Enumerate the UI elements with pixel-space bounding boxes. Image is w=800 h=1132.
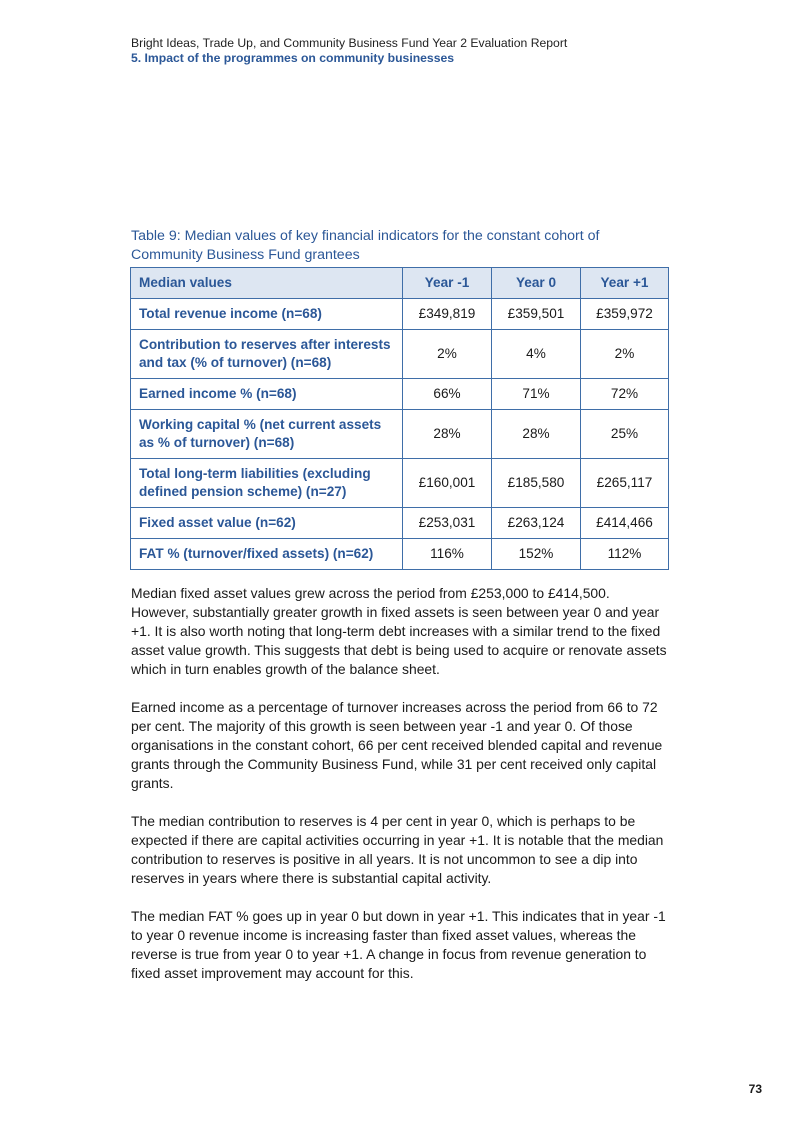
table-row — [131, 299, 669, 330]
row-label: Total revenue income (n=68) — [131, 299, 403, 330]
financial-indicators-table — [130, 267, 669, 570]
table-cell: £265,117 — [581, 459, 669, 508]
row-label: Earned income % (n=68) — [131, 379, 403, 410]
paragraph: Earned income as a percentage of turnover increases across the period from 66 to 72 per cent. The majority of this growth is seen between year -1 and year 0. Of those organisations in the constant cohort, 66 per cent received blended capital and revenue grants through the Community Business Fund, while 31 per cent received only capital grants. — [131, 699, 663, 791]
paragraph: The median FAT % goes up in year 0 but down in year +1. This indicates that in year -1 to year 0 revenue income is increasing faster than fixed asset values, whereas the reverse is true from year 0 to year +1. A change in focus from revenue generation to fixed asset improvement may account for this. — [131, 908, 666, 981]
table-cell: £359,501 — [492, 299, 581, 330]
table-header-row — [131, 268, 669, 299]
table-cell: 2% — [581, 330, 669, 379]
table-caption: Table 9: Median values of key financial indicators for the constant cohort of Community Business Fund grantees — [131, 228, 600, 263]
table-row — [131, 508, 669, 539]
running-header — [131, 35, 751, 66]
table-cell: £349,819 — [403, 299, 492, 330]
table-cell: 28% — [492, 410, 581, 459]
row-label: Working capital % (net current assets as % of turnover) (n=68) — [131, 410, 403, 459]
paragraph: Median fixed asset values grew across the period from £253,000 to £414,500. However, substantially greater growth in fixed assets is seen between year 0 and year +1. It is also worth noting that long-term debt increases with a similar trend to the fixed asset value growth. This suggests that debt is being used to acquire or renovate assets which in turn enables growth of the balance sheet. — [131, 585, 667, 677]
table-cell: £263,124 — [492, 508, 581, 539]
table-row — [131, 379, 669, 410]
body-text — [131, 584, 671, 1002]
paragraph: The median contribution to reserves is 4 per cent in year 0, which is perhaps to be expected if there are capital activities occurring in year +1. It is notable that the median contribution to reserves is positive in all years. It is not uncommon to see a dip into reserves in years where there is substantial capital activity. — [131, 813, 664, 886]
row-label: Total long-term liabilities (excluding defined pension scheme) (n=27) — [131, 459, 403, 508]
table-cell: £185,580 — [492, 459, 581, 508]
column-header: Year 0 — [492, 268, 581, 299]
column-header: Year +1 — [581, 268, 669, 299]
table-row — [131, 410, 669, 459]
table-row — [131, 330, 669, 379]
table-cell: £359,972 — [581, 299, 669, 330]
row-label: FAT % (turnover/fixed assets) (n=62) — [131, 539, 403, 570]
report-title: Bright Ideas, Trade Up, and Community Business Fund Year 2 Evaluation Report — [131, 36, 568, 50]
table-cell: 71% — [492, 379, 581, 410]
table-cell: 72% — [581, 379, 669, 410]
row-label: Fixed asset value (n=62) — [131, 508, 403, 539]
column-header: Year -1 — [403, 268, 492, 299]
table-cell: 66% — [403, 379, 492, 410]
row-label: Contribution to reserves after interests and tax (% of turnover) (n=68) — [131, 330, 403, 379]
table-cell: 25% — [581, 410, 669, 459]
table-cell: £414,466 — [581, 508, 669, 539]
table-cell: 152% — [492, 539, 581, 570]
page-number: 73 — [748, 1082, 762, 1096]
table-row — [131, 539, 669, 570]
table-cell: 112% — [581, 539, 669, 570]
table-cell: 28% — [403, 410, 492, 459]
table-cell: £253,031 — [403, 508, 492, 539]
table-cell: £160,001 — [403, 459, 492, 508]
column-header: Median values — [131, 268, 403, 299]
section-title: 5. Impact of the programmes on community businesses — [131, 51, 455, 65]
table-row — [131, 459, 669, 508]
table-cell: 2% — [403, 330, 492, 379]
table-cell: 4% — [492, 330, 581, 379]
table-cell: 116% — [403, 539, 492, 570]
